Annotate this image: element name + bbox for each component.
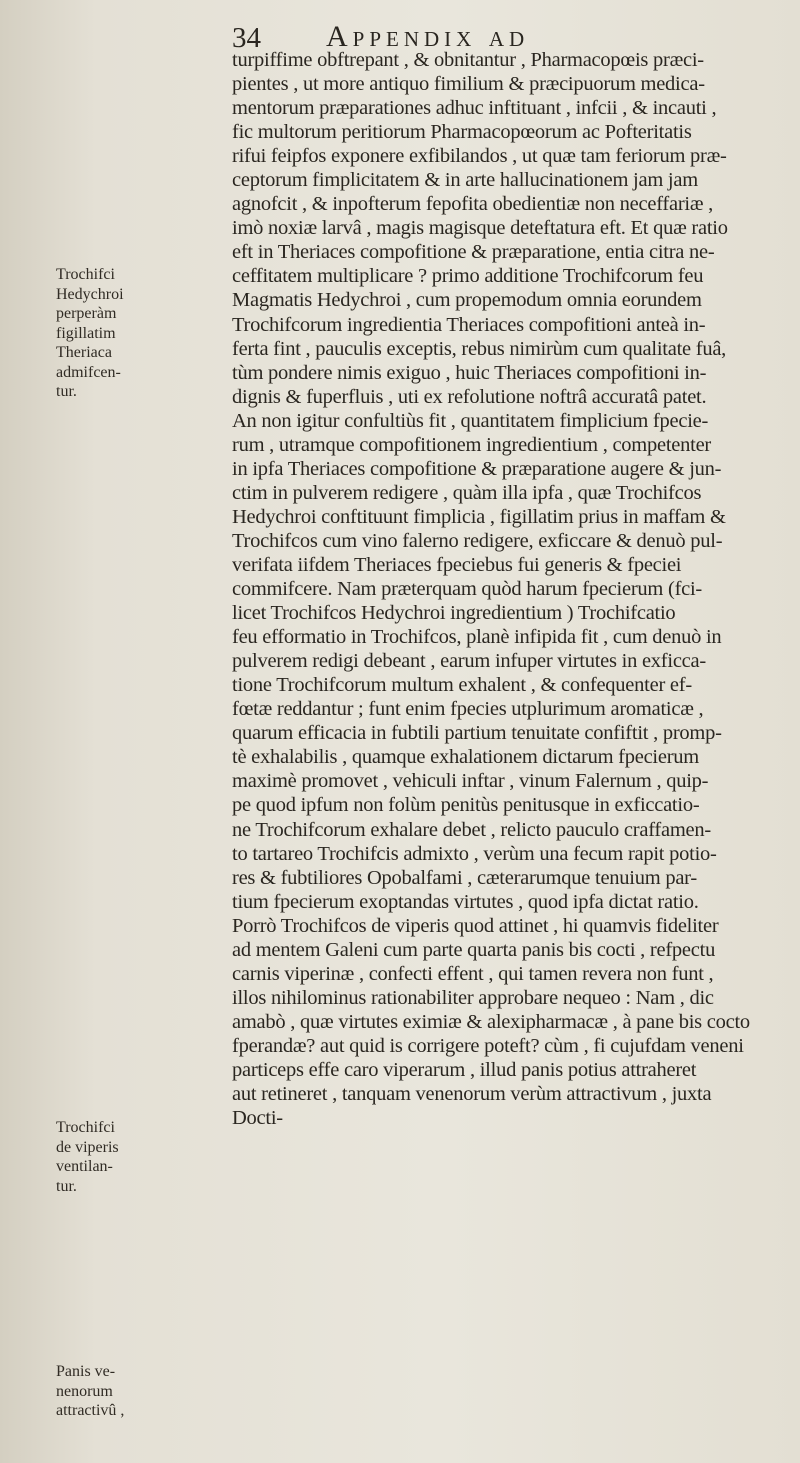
text-line: ne Trochifcorum exhalare debet , relicto pauculo craffamen-	[232, 818, 711, 841]
text-line: tium fpecierum exoptandas virtutes , quod ipfa dictat ratio.	[232, 890, 699, 913]
text-line: pe quod ipfum non folùm penitùs penitusque in exficcatio-	[232, 794, 700, 817]
text-line: Trochifcos cum vino falerno redigere, exficcare & denuò pul-	[232, 529, 723, 552]
text-line: ctim in pulverem redigere , quàm illa ipfa , quæ Trochifcos	[232, 481, 702, 504]
text-line: fic multorum peritiorum Pharmacopœorum ac Pofteritatis	[232, 121, 692, 144]
text-line: quarum efficacia in fubtili partium tenuitate confiftit , promp-	[232, 722, 722, 745]
text-line: eft in Theriaces compofitione & præparatione, entia citra ne-	[232, 241, 715, 264]
text-line: maximè promovet , vehiculi inftar , vinum Falernum , quip-	[232, 770, 709, 793]
text-line: aut retineret , tanquam venenorum verùm attractivum , juxta	[232, 1083, 712, 1106]
marginal-note-panis-venenorum: Panis ve- nenorum attractivû ,	[56, 1363, 125, 1419]
text-line: Trochifcorum ingredientia Theriaces compofitioni anteà in-	[232, 313, 706, 336]
text-line: turpiffime obftrepant , & obnitantur , Pharmacopœis præci-	[232, 49, 704, 71]
text-line: mentorum præparationes adhuc inftituant , infcii , & incauti ,	[232, 97, 717, 120]
text-line: in ipfa Theriaces compofitione & præparatione augere & jun-	[232, 457, 722, 480]
text-line: An non igitur confultiùs fit , quantitatem fimplicium fpecie-	[232, 409, 709, 432]
body-text	[232, 48, 768, 1130]
text-line: commifcere. Nam præterquam quòd harum fpecierum (fci-	[232, 578, 703, 601]
text-line: rum , utramque compofitionem ingredientium , competenter	[232, 433, 712, 456]
text-line: particeps effe caro viperarum , illud panis potius attraheret	[232, 1058, 697, 1081]
text-line: tè exhalabilis , quamque exhalationem dictarum fpecierum	[232, 746, 699, 769]
text-line: rifui feipfos exponere exfibilandos , ut quæ tam feriorum præ-	[232, 145, 727, 168]
text-line: ad mentem Galeni cum parte quarta panis bis cocti , refpectu	[232, 938, 716, 961]
text-line: amabò , quæ virtutes eximiæ & alexipharmacæ , à pane bis cocto	[232, 1010, 750, 1033]
marginal-note-trochisci-hedychroi: Trochifci Hedychroi perperàm figillatim Theriaca admifcen- tur.	[56, 266, 124, 400]
header-title: Appendix ad	[326, 20, 530, 53]
text-line: feu efformatio in Trochifcos, planè infipida fit , cum denuò in	[232, 626, 722, 649]
text-line: Magmatis Hedychroi , cum propemodum omnia eorundem	[232, 289, 702, 312]
text-line: dignis & fuperfluis , uti ex refolutione noftrâ accuratâ patet.	[232, 385, 707, 408]
text-line: fœtæ reddantur ; funt enim fpecies utplurimum aromaticæ ,	[232, 698, 704, 721]
text-line: ferta fint , pauculis exceptis, rebus nimirùm cum qualitate fuâ,	[232, 337, 727, 360]
text-line: agnofcit , & inpofterum fepofita obedientiæ non neceffariæ ,	[232, 193, 714, 216]
text-line: imò noxiæ larvâ , magis magisque deteftatura eft. Et quæ ratio	[232, 217, 728, 240]
text-line: illos nihilominus rationabiliter approbare nequeo : Nam , dic	[232, 986, 714, 1009]
text-line: pulverem redigi debeant , earum infuper virtutes in exficca-	[232, 650, 706, 673]
page-number: 34	[232, 22, 261, 54]
text-line: Hedychroi conftituunt fimplicia , figillatim prius in maffam &	[232, 505, 726, 528]
text-line: Docti-	[232, 1107, 283, 1130]
text-line: to tartareo Trochifcis admixto , verùm una fecum rapit potio-	[232, 842, 717, 865]
text-line: carnis viperinæ , confecti effent , qui tamen revera non funt ,	[232, 962, 714, 985]
text-line: ceffitatem multiplicare ? primo additione Trochifcorum feu	[232, 265, 704, 288]
text-line: tione Trochifcorum multum exhalent , & confequenter ef-	[232, 674, 692, 697]
marginal-note-trochisci-de-viperis: Trochifci de viperis ventilan- tur.	[56, 1119, 119, 1195]
text-line: verifata iifdem Theriaces fpeciebus fui generis & fpeciei	[232, 553, 682, 576]
text-line: Porrò Trochifcos de viperis quod attinet , hi quamvis fideliter	[232, 914, 719, 937]
text-line: licet Trochifcos Hedychroi ingredientium ) Trochifcatio	[232, 602, 676, 625]
text-line: tùm pondere nimis exiguo , huic Theriaces compofitioni in-	[232, 361, 707, 384]
text-line: pientes , ut more antiquo fimilium & præcipuorum medica-	[232, 73, 705, 96]
text-line: res & fubtiliores Opobalfami , cæterarumque tenuium par-	[232, 866, 697, 889]
text-line: fperandæ? aut quid is corrigere poteft? cùm , fi cujufdam veneni	[232, 1034, 744, 1057]
text-line: ceptorum fimplicitatem & in arte hallucinationem jam jam	[232, 169, 698, 192]
